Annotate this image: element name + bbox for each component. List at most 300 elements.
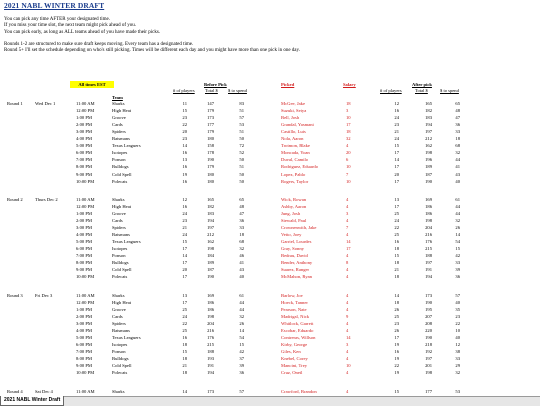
picked-player: Bedrau, David	[281, 253, 308, 259]
players-after: 15	[394, 388, 399, 394]
spend-after: 41	[455, 164, 460, 170]
total-before: 204	[207, 320, 214, 326]
players-before: 25	[182, 328, 187, 333]
pick-time: 10:00 PM	[76, 274, 95, 280]
players-after: 18	[394, 274, 399, 280]
before-pick-header: Before Pick	[204, 82, 227, 87]
players-after: 23	[394, 320, 399, 326]
total-before: 216	[207, 328, 214, 333]
team-header: Team	[112, 95, 123, 100]
player-salary: 18	[346, 129, 351, 135]
total-before: 194	[207, 370, 214, 376]
spend-after: 44	[455, 203, 460, 209]
player-salary: 7	[346, 225, 349, 231]
total-after: 194	[425, 274, 432, 280]
players-after: 22	[394, 363, 399, 369]
players-before: 13	[182, 292, 187, 298]
player-salary: 4	[346, 232, 349, 238]
picked-player: Cruz, Oneil	[281, 370, 303, 376]
total-before: 215	[207, 342, 214, 348]
pick-time: 5:00 PM	[76, 143, 92, 149]
team-name: Batsmans	[112, 136, 130, 142]
total-after: 218	[425, 342, 432, 348]
total-before: 177	[207, 122, 214, 128]
players-after: 13	[394, 196, 399, 202]
note-line: You can pick early, as long as ALL teams ahead of you have made their picks.	[4, 29, 161, 35]
players-after: 21	[394, 267, 399, 273]
pick-time: 7:00 PM	[76, 157, 92, 163]
pick-time: 2:00 PM	[76, 122, 92, 128]
spend-before: 44	[239, 306, 244, 312]
pick-time: 11:00 AM	[76, 292, 95, 298]
spend-before: 52	[239, 150, 244, 156]
pick-time: 2:00 PM	[76, 313, 92, 319]
spend-before: 51	[239, 108, 244, 114]
pick-time: 1:00 PM	[76, 210, 92, 216]
team-name: High Heat	[112, 299, 132, 305]
players-after: 16	[394, 239, 399, 245]
players-after: 18	[394, 299, 399, 305]
players-after: 26	[394, 306, 399, 312]
total-after: 190	[425, 335, 432, 341]
spend-before: 51	[239, 129, 244, 135]
spend-after: 57	[455, 292, 460, 298]
total-after: 197	[425, 260, 432, 266]
team-name: Isotopes	[112, 150, 128, 156]
num-players-after-header: # of players	[380, 88, 402, 93]
players-after: 24	[394, 136, 399, 142]
table-row	[0, 274, 540, 282]
team-name: Isotopes	[112, 342, 128, 348]
players-after: 17	[394, 164, 399, 170]
salary-header: Salary	[343, 82, 356, 87]
page-title: 2021 NABL WINTER DRAFT	[4, 1, 105, 10]
picked-player: Suzuki, Seiya	[281, 108, 307, 114]
total-after: 198	[425, 150, 432, 156]
players-before: 24	[182, 232, 187, 238]
round-label: Round 1	[7, 101, 23, 106]
total-after: 190	[425, 178, 432, 184]
spend-before: 14	[239, 328, 244, 333]
players-before: 22	[182, 122, 187, 128]
picked-player: Crawford, Brandon	[281, 388, 317, 394]
team-name: Isotopes	[112, 246, 128, 252]
spend-after: 35	[455, 306, 460, 312]
total-before: 198	[207, 313, 214, 319]
spend-before: 53	[239, 122, 244, 128]
team-name: Polecats	[112, 370, 128, 376]
total-after: 207	[425, 313, 432, 319]
team-name: Groove	[112, 115, 126, 121]
day-label: Thurs Dec 2	[35, 196, 58, 202]
player-salary: 4	[346, 299, 349, 305]
team-name: Groove	[112, 210, 126, 216]
total-after: 220	[425, 328, 432, 333]
pick-time: 3:00 PM	[76, 129, 92, 135]
total-before: 188	[207, 349, 214, 355]
pick-time: 9:00 PM	[76, 363, 92, 369]
player-salary: 4	[346, 388, 349, 394]
total-before: 212	[207, 232, 214, 238]
total-after: 198	[425, 370, 432, 376]
picked-player: Duval, Camilo	[281, 157, 309, 163]
pick-time: 8:00 PM	[76, 260, 92, 266]
spend-after: 48	[455, 108, 460, 114]
table-row	[0, 389, 540, 396]
player-salary: 4	[346, 349, 349, 355]
players-before: 23	[182, 218, 187, 224]
players-after: 22	[394, 225, 399, 231]
players-before: 17	[182, 260, 187, 266]
total-before: 189	[207, 260, 214, 266]
team-name: Texas Leaguers	[112, 239, 141, 245]
team-name: Cards	[112, 218, 123, 224]
spend-before: 43	[239, 267, 244, 273]
players-after: 23	[394, 122, 399, 128]
player-salary: 7	[346, 171, 349, 177]
spend-after: 39	[455, 267, 460, 273]
team-name: Sharks	[112, 196, 125, 202]
total-before: 193	[207, 356, 214, 362]
picked-player: Jung, Josh	[281, 210, 301, 216]
players-before: 18	[182, 370, 187, 376]
players-before: 14	[182, 143, 187, 149]
spend-before: 72	[239, 143, 244, 149]
picked-player: Siewald, Paul	[281, 218, 307, 224]
team-name: Batsmans	[112, 328, 130, 333]
players-before: 23	[182, 136, 187, 142]
picked-player: Nola, Aaron	[281, 136, 304, 142]
spend-after: 44	[455, 157, 460, 163]
total-after: 177	[425, 388, 432, 394]
players-after: 25	[394, 313, 399, 319]
players-after: 17	[394, 203, 399, 209]
round-label: Round 4	[7, 388, 23, 394]
player-salary: 10	[346, 178, 351, 184]
pick-time: 9:00 PM	[76, 267, 92, 273]
pick-time: 11:00 AM	[76, 388, 95, 394]
picked-player: Garriel, Lourdes	[281, 239, 312, 245]
spend-after: 32	[455, 218, 460, 224]
player-salary: 9	[346, 313, 349, 319]
spend-before: 15	[239, 342, 244, 348]
picked-player: Kirby, George	[281, 342, 308, 348]
pick-time: 5:00 PM	[76, 239, 92, 245]
players-after: 12	[394, 101, 399, 106]
spend-before: 37	[239, 356, 244, 362]
round-label: Round 2	[7, 196, 23, 202]
picked-player: Castillo, Luis	[281, 129, 306, 135]
spend-after: 68	[455, 143, 460, 149]
spend-after: 44	[455, 210, 460, 216]
player-salary: 20	[346, 150, 351, 156]
spend-after: 40	[455, 299, 460, 305]
spend-after: 33	[455, 356, 460, 362]
spend-after: 26	[455, 225, 460, 231]
players-after: 26	[394, 328, 399, 333]
total-after: 204	[425, 225, 432, 231]
spend-after: 32	[455, 150, 460, 156]
pick-time: 12:00 PM	[76, 108, 95, 114]
spend-after: 40	[455, 178, 460, 184]
team-name: Ponson	[112, 157, 126, 163]
picked-player: Barlow, Joe	[281, 292, 303, 298]
total-after: 208	[425, 320, 432, 326]
spend-after: 47	[455, 115, 460, 121]
picked-player: Hoeck, Tanner	[281, 299, 308, 305]
spend-before: 68	[239, 239, 244, 245]
players-after: 17	[394, 178, 399, 184]
team-name: Ponson	[112, 349, 126, 355]
spend-after: 38	[455, 349, 460, 355]
player-salary: 4	[346, 292, 349, 298]
players-after: 24	[394, 115, 399, 121]
total-after: 197	[425, 356, 432, 362]
player-salary: 10	[346, 164, 351, 170]
players-before: 17	[182, 274, 187, 280]
pick-time: 7:00 PM	[76, 349, 92, 355]
total-before: 190	[207, 274, 214, 280]
players-before: 20	[182, 129, 187, 135]
spend-before: 32	[239, 246, 244, 252]
total-after: 212	[425, 136, 432, 142]
players-after: 19	[394, 356, 399, 362]
players-after: 19	[394, 342, 399, 348]
total-after: 169	[425, 196, 432, 202]
spend-before: 61	[239, 292, 244, 298]
spend-before: 50	[239, 157, 244, 163]
draft-notes	[4, 17, 300, 55]
total-before: 197	[207, 225, 214, 231]
players-before: 12	[182, 196, 187, 202]
total-before: 173	[207, 388, 214, 394]
players-after: 15	[394, 143, 399, 149]
total-before: 191	[207, 363, 214, 369]
spend-before: 36	[239, 370, 244, 376]
times-est-highlight: All times EST	[70, 81, 114, 88]
players-before: 24	[182, 210, 187, 216]
total-before: 180	[207, 178, 214, 184]
player-salary: 8	[346, 260, 349, 266]
pick-time: 8:00 PM	[76, 164, 92, 170]
total-after: 194	[425, 122, 432, 128]
total-after: 201	[425, 363, 432, 369]
pick-time: 4:00 PM	[76, 136, 92, 142]
spend-before: 83	[239, 101, 244, 106]
spend-before: 44	[239, 299, 244, 305]
spend-before: 33	[239, 225, 244, 231]
picked-player: Gray, Sonny	[281, 246, 304, 252]
picked-player: Ashby, Aaron	[281, 203, 307, 209]
players-before: 15	[182, 239, 187, 245]
total-after: 198	[425, 218, 432, 224]
picked-player: Bender, Anthony	[281, 260, 313, 266]
players-before: 18	[182, 342, 187, 348]
team-name: Bulldogs	[112, 164, 129, 170]
total-after-header: Total $	[415, 88, 428, 93]
spend-before: 46	[239, 253, 244, 259]
total-before: 198	[207, 246, 214, 252]
after-pick-header: After pick	[412, 82, 432, 87]
player-salary: 4	[346, 328, 349, 333]
spend-after: 23	[455, 313, 460, 319]
team-name: High Heat	[112, 108, 132, 114]
spend-before: 65	[239, 196, 244, 202]
players-before: 16	[182, 335, 187, 341]
pick-time: 12:00 PM	[76, 299, 95, 305]
total-after: 215	[425, 246, 432, 252]
picked-player: Trotmon, Blake	[281, 143, 310, 149]
spend-before: 47	[239, 210, 244, 216]
total-before: 165	[207, 196, 214, 202]
players-before: 13	[182, 157, 187, 163]
team-name: Spiders	[112, 320, 126, 326]
players-after: 15	[394, 253, 399, 259]
pick-time: 1:00 PM	[76, 115, 92, 121]
picked-player: Escobar, Eduardo	[281, 328, 314, 333]
players-before: 24	[182, 313, 187, 319]
team-name: Bulldogs	[112, 260, 129, 266]
spend-after: 36	[455, 122, 460, 128]
total-after: 187	[425, 171, 432, 177]
picked-player: Moncada, Yoan	[281, 150, 310, 156]
team-name: Ponson	[112, 253, 126, 259]
picked-player: Mancini, Trey	[281, 363, 308, 369]
spend-after: 29	[455, 363, 460, 369]
player-salary: 4	[346, 356, 349, 362]
pick-time: 10:00 PM	[76, 370, 95, 376]
picked-player: Wick, Rowan	[281, 196, 307, 202]
picked-player: McGee, Jake	[281, 101, 305, 106]
spend-before: 57	[239, 388, 244, 394]
spend-after: 10	[455, 328, 460, 333]
spend-before: 57	[239, 115, 244, 121]
total-before: 184	[207, 253, 214, 259]
picked-player: Contreras, Willson	[281, 335, 316, 341]
player-salary: 4	[346, 370, 349, 376]
team-name: Bulldogs	[112, 356, 129, 362]
spend-after: 61	[455, 196, 460, 202]
picked-player: Pearson, Nate	[281, 306, 307, 312]
total-after: 192	[425, 349, 432, 355]
pick-time: 7:00 PM	[76, 253, 92, 259]
player-salary: 4	[346, 203, 349, 209]
total-before: 180	[207, 171, 214, 177]
spend-before: 40	[239, 274, 244, 280]
total-before: 190	[207, 157, 214, 163]
table-row	[0, 179, 540, 187]
total-after: 196	[425, 157, 432, 163]
total-before: 169	[207, 292, 214, 298]
pick-time: 6:00 PM	[76, 150, 92, 156]
player-salary: 17	[346, 122, 351, 128]
num-players-header: # of players	[173, 88, 195, 93]
team-name: High Heat	[112, 203, 132, 209]
player-salary: 3	[346, 342, 349, 348]
spend-after: 33	[455, 260, 460, 266]
players-after: 19	[394, 370, 399, 376]
team-name: Batsmans	[112, 232, 130, 238]
spend-before: 26	[239, 320, 244, 326]
team-name: Spiders	[112, 225, 126, 231]
spend-after: 36	[455, 274, 460, 280]
total-before: 178	[207, 150, 214, 156]
spend-before: 41	[239, 260, 244, 266]
total-before: 173	[207, 115, 214, 121]
spend-before: 18	[239, 232, 244, 238]
spend-after: 43	[455, 171, 460, 177]
sheet-tab[interactable]: 2021 NABL Winter Draft	[0, 396, 64, 406]
total-after: 176	[425, 239, 432, 245]
spend-after: 12	[455, 342, 460, 348]
spend-before: 50	[239, 136, 244, 142]
picked-player: Madrigal, Nick	[281, 313, 310, 319]
team-name: Cold Spell	[112, 171, 132, 177]
spend-before: 36	[239, 218, 244, 224]
picked-player: McMahon, Ryan	[281, 274, 312, 280]
note-line: If you miss your time slot, the next team might pick ahead of you.	[4, 23, 137, 29]
players-before: 16	[182, 178, 187, 184]
spend-after: 33	[455, 129, 460, 135]
players-before: 11	[182, 101, 187, 106]
total-before: 183	[207, 210, 214, 216]
total-header: Total $	[205, 88, 218, 93]
total-before: 147	[207, 101, 214, 106]
total-before: 162	[207, 239, 214, 245]
spend-after: 22	[455, 320, 460, 326]
spend-before: 51	[239, 164, 244, 170]
player-salary: 18	[346, 101, 351, 106]
pick-time: 8:00 PM	[76, 356, 92, 362]
to-spend-after-header: $ to spend	[440, 88, 459, 93]
total-after: 182	[425, 108, 432, 114]
players-before: 16	[182, 150, 187, 156]
picked-header: Picked	[281, 82, 295, 87]
total-after: 162	[425, 143, 432, 149]
pick-time: 10:00 PM	[76, 178, 95, 184]
players-before: 23	[182, 115, 187, 121]
players-before: 16	[182, 164, 187, 170]
players-before: 19	[182, 171, 187, 177]
total-after: 165	[425, 101, 432, 106]
players-before: 21	[182, 363, 187, 369]
picked-player: Knebel, Corey	[281, 356, 308, 362]
note-line: Round 5+ I'll set the schedule depending on who's still picking. Times will be different each day and you might have more than one pick in one day.	[4, 48, 300, 54]
player-salary: 3	[346, 108, 349, 114]
players-before: 17	[182, 246, 187, 252]
note-line: You can pick any time AFTER your designated time.	[4, 17, 111, 22]
total-before: 187	[207, 267, 214, 273]
day-label: Fri Dec 3	[35, 292, 53, 298]
team-name: Cards	[112, 122, 123, 128]
player-salary: 32	[346, 136, 351, 142]
players-after: 16	[394, 349, 399, 355]
total-after: 173	[425, 292, 432, 298]
players-before: 22	[182, 320, 187, 326]
picked-player: Bell, Josh	[281, 115, 300, 121]
total-before: 182	[207, 203, 214, 209]
pick-time: 6:00 PM	[76, 342, 92, 348]
day-label: Sat Dec 4	[35, 388, 53, 394]
pick-time: 6:00 PM	[76, 246, 92, 252]
player-salary: 4	[346, 143, 349, 149]
total-before: 179	[207, 129, 214, 135]
players-before: 20	[182, 267, 187, 273]
players-before: 17	[182, 299, 187, 305]
players-after: 17	[394, 335, 399, 341]
player-salary: 14	[346, 239, 351, 245]
spend-before: 50	[239, 171, 244, 177]
